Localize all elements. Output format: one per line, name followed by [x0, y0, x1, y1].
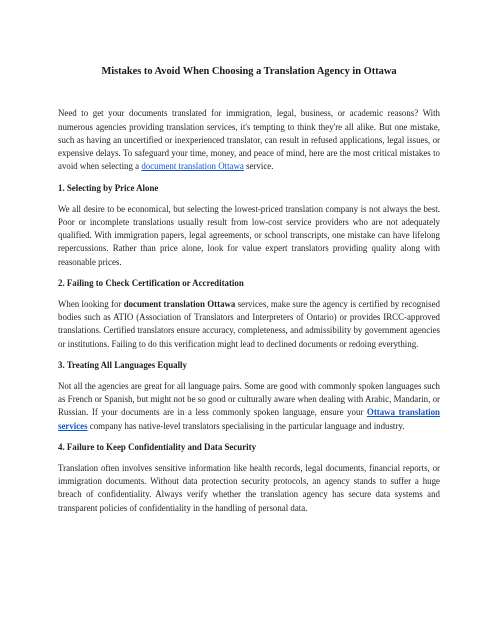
section-3-text-end: company has native-level translators specialising in the particular language and industry. — [87, 420, 405, 431]
section-1-heading: 1. Selecting by Price Alone — [58, 182, 159, 193]
section-4-body: Translation often involves sensitive information like health records, legal documents, financial reports, or immigration documents. Without data protection security protocols, an agency stands to suffer a huge breach of confidentiality. Always verify whether the translation agency has secure data systems and transparent policies of confidentiality in the handling of personal data. — [58, 462, 440, 513]
section-3-heading: 3. Treating All Languages Equally — [58, 359, 187, 370]
section-2-bold-keyword: document translation Ottawa — [123, 298, 236, 309]
section-1-body: We all desire to be economical, but selecting the lowest-priced translation company is not always the best. Poor or incomplete translations usually result from low-cost service providers who are not adequately qualified. With immigration papers, legal agreements, or school transcripts, one mistake can have lifelong repercussions. Rather than price alone, look for value expert translators providing quality along with reasonable prices. — [58, 203, 440, 267]
intro-text: Need to get your documents translated for immigration, legal, business, or academic reasons? With numerous agencies providing translation services, it's tempting to think they're all alike. But one mistake, such as having an uncertified or inexperienced translator, can result in refused applications, legal issues, or expensive delays. To safeguard your time, money, and peace of mind, here are the most critical mistakes to avoid when selecting a — [58, 108, 440, 172]
document-translation-ottawa-link[interactable]: document translation Ottawa — [141, 161, 244, 172]
section-2-body — [58, 298, 440, 351]
intro-text-end: service. — [243, 161, 274, 172]
section-2-text-end: services, make sure the agency is certified by recognised bodies such as ATIO (Association of Translators and Interpreters of Ontario) or provides IRCC-approved translations. Certified translators ensure accuracy, completeness, and admissibility by government agencies or institutions. Failing to do this verification might lead to declined documents or redoing everything. — [58, 298, 440, 349]
ottawa-translation-services-link[interactable]: Ottawa translation services — [58, 407, 440, 431]
section-4-heading: 4. Failure to Keep Confidentiality and Data Security — [58, 441, 257, 452]
section-2-heading: 2. Failing to Check Certification or Accreditation — [58, 277, 244, 288]
section-2-text: When looking for — [58, 298, 124, 309]
document-title: Mistakes to Avoid When Choosing a Translation Agency in Ottawa — [101, 66, 397, 77]
intro-paragraph — [58, 107, 440, 173]
section-3-text: Not all the agencies are great for all language pairs. Some are good with commonly spoken languages such as French or Spanish, but might not be so good or culturally aware when dealing with Arabic, Mandarin, or Russian. If your documents are in a less commonly spoken language, ensure your — [58, 380, 440, 418]
section-3-body — [58, 380, 440, 433]
